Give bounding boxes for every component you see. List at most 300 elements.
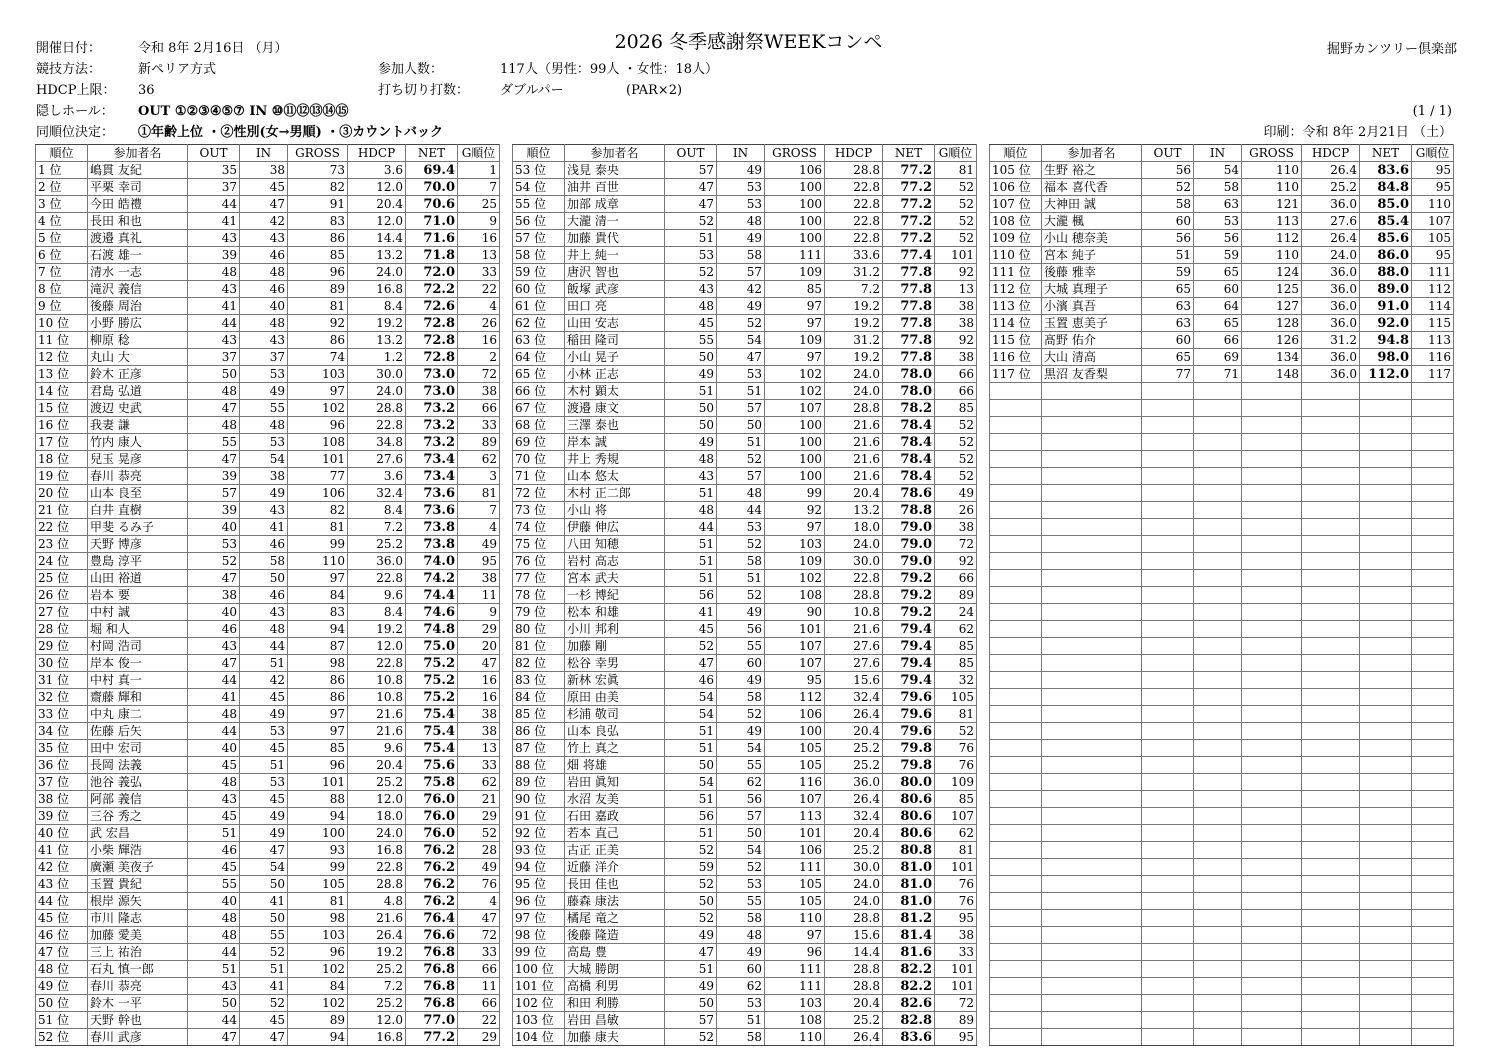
in-cell: 58: [717, 689, 765, 706]
hdcp-cell: 25.2: [825, 740, 883, 757]
net-cell: 79.4: [883, 621, 935, 638]
net-cell: 86.0: [1360, 247, 1412, 264]
empty-cell: [1142, 672, 1194, 689]
empty-cell: [1302, 961, 1360, 978]
empty-cell: [1042, 570, 1142, 587]
empty-cell: [1194, 1012, 1242, 1029]
net-cell: 94.8: [1360, 332, 1412, 349]
gross-cell: 112: [765, 689, 825, 706]
gross-cell: 110: [288, 553, 348, 570]
empty-cell: [1194, 621, 1242, 638]
gross-cell: 97: [288, 723, 348, 740]
in-cell: 55: [240, 927, 288, 944]
rank-cell: 90 位: [513, 791, 565, 808]
rank-cell: 12 位: [36, 349, 88, 366]
in-cell: 47: [240, 842, 288, 859]
empty-cell: [1412, 400, 1454, 417]
hdcp-cell: 9.6: [348, 740, 406, 757]
table-row: [36, 502, 500, 519]
net-cell: 77.2: [883, 213, 935, 230]
in-cell: 52: [717, 451, 765, 468]
empty-cell: [1302, 553, 1360, 570]
empty-cell: [1242, 791, 1302, 808]
empty-cell: [1142, 927, 1194, 944]
gross-rank-cell: 95: [1412, 162, 1454, 179]
empty-cell: [1242, 655, 1302, 672]
net-cell: 84.8: [1360, 179, 1412, 196]
empty-cell: [1360, 944, 1412, 961]
net-cell: 82.2: [883, 978, 935, 995]
gross-rank-cell: 11: [458, 978, 500, 995]
rank-cell: 1 位: [36, 162, 88, 179]
gross-cell: 110: [1242, 179, 1302, 196]
empty-cell: [1042, 417, 1142, 434]
gross-rank-cell: 4: [458, 298, 500, 315]
net-cell: 76.6: [406, 927, 458, 944]
net-cell: 77.2: [883, 230, 935, 247]
gross-cell: 100: [765, 179, 825, 196]
out-cell: 51: [665, 961, 717, 978]
empty-cell: [1042, 774, 1142, 791]
empty-cell: [1194, 995, 1242, 1012]
in-cell: 49: [240, 825, 288, 842]
empty-cell: [1142, 417, 1194, 434]
table-row: [36, 230, 500, 247]
out-cell: 47: [188, 1029, 240, 1046]
in-cell: 48: [240, 417, 288, 434]
name-cell: 近藤 洋介: [565, 859, 665, 876]
table-row: [990, 570, 1454, 587]
gross-cell: 113: [1242, 213, 1302, 230]
table-row: [36, 417, 500, 434]
empty-cell: [990, 876, 1042, 893]
name-cell: 加藤 愛美: [88, 927, 188, 944]
empty-cell: [1302, 859, 1360, 876]
name-cell: 中村 誠: [88, 604, 188, 621]
empty-cell: [1302, 774, 1360, 791]
empty-cell: [990, 485, 1042, 502]
name-cell: 岩村 高志: [565, 553, 665, 570]
hdcp-cell: 24.0: [825, 383, 883, 400]
in-cell: 53: [240, 723, 288, 740]
gross-rank-cell: 16: [458, 672, 500, 689]
hdcp-cell: 36.0: [348, 553, 406, 570]
name-cell: 若本 直己: [565, 825, 665, 842]
net-cell: 82.6: [883, 995, 935, 1012]
out-cell: 46: [188, 621, 240, 638]
table-row: [36, 638, 500, 655]
hdcp-cell: 14.4: [825, 944, 883, 961]
name-cell: 長岡 法義: [88, 757, 188, 774]
name-cell: 大神田 誠: [1042, 196, 1142, 213]
empty-cell: [1302, 417, 1360, 434]
hdcp-cell: 21.6: [348, 723, 406, 740]
table-row: [513, 893, 977, 910]
net-cell: 72.8: [406, 332, 458, 349]
net-cell: 71.0: [406, 213, 458, 230]
empty-cell: [990, 519, 1042, 536]
empty-cell: [1142, 621, 1194, 638]
out-cell: 50: [665, 757, 717, 774]
table-row: [36, 349, 500, 366]
rank-cell: 69 位: [513, 434, 565, 451]
empty-cell: [1360, 876, 1412, 893]
empty-cell: [1142, 757, 1194, 774]
hdcp-cell: 10.8: [825, 604, 883, 621]
empty-cell: [990, 655, 1042, 672]
name-cell: 中丸 康二: [88, 706, 188, 723]
in-cell: 50: [717, 417, 765, 434]
hdcp-cell: 12.0: [348, 638, 406, 655]
gross-rank-cell: 52: [935, 723, 977, 740]
hdcp-value: 36: [138, 83, 155, 98]
table-row: [36, 723, 500, 740]
gross-cell: 98: [288, 655, 348, 672]
results-table-2: [512, 144, 977, 1046]
column-header-name: 参加者名: [88, 145, 188, 162]
net-cell: 77.2: [883, 162, 935, 179]
rank-cell: 62 位: [513, 315, 565, 332]
gross-cell: 100: [765, 230, 825, 247]
table-row: [990, 213, 1454, 230]
in-cell: 49: [717, 944, 765, 961]
net-cell: 79.8: [883, 740, 935, 757]
table-row: [513, 638, 977, 655]
empty-cell: [1194, 774, 1242, 791]
column-header-gross-rank: G順位: [1412, 145, 1454, 162]
empty-cell: [1042, 723, 1142, 740]
empty-cell: [1242, 774, 1302, 791]
name-cell: 池谷 義弘: [88, 774, 188, 791]
empty-cell: [1242, 978, 1302, 995]
empty-cell: [1412, 910, 1454, 927]
name-cell: 小山 晃子: [565, 349, 665, 366]
gross-rank-cell: 13: [935, 281, 977, 298]
out-cell: 49: [665, 434, 717, 451]
empty-cell: [1042, 740, 1142, 757]
rank-cell: 13 位: [36, 366, 88, 383]
table-row: [990, 604, 1454, 621]
empty-cell: [1360, 519, 1412, 536]
out-cell: 45: [665, 315, 717, 332]
empty-cell: [1194, 451, 1242, 468]
empty-cell: [1194, 672, 1242, 689]
table-row: [513, 587, 977, 604]
in-cell: 51: [717, 434, 765, 451]
out-cell: 38: [188, 587, 240, 604]
net-cell: 78.4: [883, 451, 935, 468]
table-row: [36, 859, 500, 876]
empty-cell: [990, 1012, 1042, 1029]
gross-rank-cell: 38: [935, 315, 977, 332]
net-cell: 73.4: [406, 468, 458, 485]
empty-cell: [1360, 638, 1412, 655]
empty-cell: [1302, 400, 1360, 417]
in-cell: 40: [240, 298, 288, 315]
name-cell: 兒玉 晃彦: [88, 451, 188, 468]
gross-rank-cell: 72: [935, 536, 977, 553]
empty-cell: [1302, 791, 1360, 808]
out-cell: 60: [1142, 332, 1194, 349]
net-cell: 77.8: [883, 332, 935, 349]
in-cell: 66: [1194, 332, 1242, 349]
name-cell: 大城 勝朗: [565, 961, 665, 978]
name-cell: 柳原 稔: [88, 332, 188, 349]
empty-cell: [1194, 944, 1242, 961]
table-row: [513, 689, 977, 706]
empty-cell: [1412, 791, 1454, 808]
empty-cell: [1242, 893, 1302, 910]
empty-cell: [1042, 893, 1142, 910]
rank-cell: 40 位: [36, 825, 88, 842]
in-cell: 59: [1194, 247, 1242, 264]
column-header-gross-rank: G順位: [935, 145, 977, 162]
table-row: [990, 417, 1454, 434]
hdcp-cell: 22.8: [348, 655, 406, 672]
empty-cell: [1242, 995, 1302, 1012]
empty-cell: [1042, 944, 1142, 961]
rank-cell: 5 位: [36, 230, 88, 247]
hdcp-cell: 21.6: [825, 468, 883, 485]
empty-cell: [1194, 400, 1242, 417]
net-cell: 74.8: [406, 621, 458, 638]
column-header-hdcp: HDCP: [1302, 145, 1360, 162]
table-row: [513, 808, 977, 825]
out-cell: 52: [665, 842, 717, 859]
name-cell: 後藤 雅幸: [1042, 264, 1142, 281]
table-row: [990, 910, 1454, 927]
hdcp-cell: 25.2: [348, 774, 406, 791]
rank-cell: 9 位: [36, 298, 88, 315]
gross-cell: 96: [288, 417, 348, 434]
gross-rank-cell: 16: [458, 230, 500, 247]
rank-cell: 16 位: [36, 417, 88, 434]
out-cell: 50: [188, 995, 240, 1012]
name-cell: 今田 皓禮: [88, 196, 188, 213]
empty-cell: [1360, 451, 1412, 468]
gross-rank-cell: 72: [458, 366, 500, 383]
gross-rank-cell: 92: [935, 332, 977, 349]
hdcp-cell: 30.0: [348, 366, 406, 383]
hdcp-cell: 20.4: [348, 757, 406, 774]
out-cell: 46: [665, 672, 717, 689]
empty-cell: [1194, 808, 1242, 825]
gross-cell: 100: [765, 468, 825, 485]
empty-cell: [990, 553, 1042, 570]
out-cell: 50: [665, 893, 717, 910]
empty-cell: [990, 434, 1042, 451]
column-header-in: IN: [240, 145, 288, 162]
empty-cell: [1194, 655, 1242, 672]
gross-cell: 110: [1242, 162, 1302, 179]
rank-cell: 32 位: [36, 689, 88, 706]
out-cell: 41: [188, 213, 240, 230]
empty-cell: [1194, 468, 1242, 485]
empty-cell: [1360, 502, 1412, 519]
gross-rank-cell: 38: [935, 519, 977, 536]
in-cell: 52: [717, 587, 765, 604]
empty-cell: [1302, 655, 1360, 672]
gross-rank-cell: 33: [458, 264, 500, 281]
table-row: [990, 842, 1454, 859]
table-row: [513, 859, 977, 876]
name-cell: 根岸 源矢: [88, 893, 188, 910]
name-cell: 岩田 昌敏: [565, 1012, 665, 1029]
table-row: [990, 264, 1454, 281]
table-row: [513, 706, 977, 723]
empty-cell: [990, 791, 1042, 808]
hdcp-cell: 36.0: [1302, 315, 1360, 332]
rank-cell: 56 位: [513, 213, 565, 230]
out-cell: 48: [188, 264, 240, 281]
table-row: [990, 315, 1454, 332]
out-cell: 52: [665, 638, 717, 655]
out-cell: 52: [665, 264, 717, 281]
net-cell: 79.4: [883, 655, 935, 672]
empty-cell: [1302, 893, 1360, 910]
net-cell: 73.0: [406, 383, 458, 400]
in-cell: 55: [717, 893, 765, 910]
gross-cell: 100: [765, 213, 825, 230]
hdcp-cell: 33.6: [825, 247, 883, 264]
gross-rank-cell: 38: [458, 570, 500, 587]
out-cell: 47: [665, 655, 717, 672]
out-cell: 47: [665, 196, 717, 213]
empty-cell: [1360, 961, 1412, 978]
in-cell: 62: [717, 978, 765, 995]
net-cell: 76.4: [406, 910, 458, 927]
in-cell: 38: [240, 162, 288, 179]
name-cell: 廣瀬 美夜子: [88, 859, 188, 876]
name-cell: 滝沢 義信: [88, 281, 188, 298]
hdcp-cell: 32.4: [825, 689, 883, 706]
hdcp-cell: 25.2: [348, 995, 406, 1012]
column-header-in: IN: [717, 145, 765, 162]
gross-rank-cell: 38: [458, 723, 500, 740]
net-cell: 69.4: [406, 162, 458, 179]
in-cell: 41: [240, 893, 288, 910]
empty-cell: [1142, 383, 1194, 400]
out-cell: 56: [1142, 162, 1194, 179]
out-cell: 41: [188, 298, 240, 315]
table-row: [990, 162, 1454, 179]
hdcp-cell: 32.4: [825, 808, 883, 825]
empty-cell: [1412, 570, 1454, 587]
table-row: [990, 978, 1454, 995]
rank-cell: 65 位: [513, 366, 565, 383]
rank-cell: 49 位: [36, 978, 88, 995]
hdcp-cell: 28.8: [825, 162, 883, 179]
gross-cell: 105: [765, 893, 825, 910]
hdcp-cell: 25.2: [348, 961, 406, 978]
empty-cell: [1412, 587, 1454, 604]
gross-rank-cell: 72: [458, 927, 500, 944]
out-cell: 51: [665, 553, 717, 570]
gross-cell: 85: [765, 281, 825, 298]
gross-rank-cell: 89: [458, 434, 500, 451]
in-cell: 50: [717, 825, 765, 842]
net-cell: 77.4: [883, 247, 935, 264]
empty-cell: [990, 672, 1042, 689]
gross-cell: 83: [288, 604, 348, 621]
rank-cell: 24 位: [36, 553, 88, 570]
gross-cell: 103: [288, 366, 348, 383]
table-row: [990, 468, 1454, 485]
empty-cell: [1194, 842, 1242, 859]
table-row: [513, 332, 977, 349]
gross-rank-cell: 76: [458, 876, 500, 893]
empty-cell: [1412, 604, 1454, 621]
net-cell: 77.8: [883, 349, 935, 366]
out-cell: 39: [188, 247, 240, 264]
hdcp-cell: 20.4: [825, 485, 883, 502]
net-cell: 79.4: [883, 638, 935, 655]
gross-cell: 107: [765, 638, 825, 655]
gross-cell: 97: [288, 706, 348, 723]
net-cell: 76.8: [406, 978, 458, 995]
hdcp-cell: 27.6: [348, 451, 406, 468]
out-cell: 43: [665, 281, 717, 298]
in-cell: 44: [717, 502, 765, 519]
out-cell: 51: [665, 825, 717, 842]
rank-cell: 22 位: [36, 519, 88, 536]
empty-cell: [1302, 842, 1360, 859]
empty-cell: [1302, 927, 1360, 944]
gross-cell: 101: [288, 774, 348, 791]
empty-cell: [1412, 995, 1454, 1012]
net-cell: 73.6: [406, 485, 458, 502]
empty-cell: [1302, 621, 1360, 638]
name-cell: 甲斐 るみ子: [88, 519, 188, 536]
table-row: [990, 638, 1454, 655]
gross-cell: 89: [288, 1012, 348, 1029]
gross-cell: 121: [1242, 196, 1302, 213]
in-cell: 56: [1194, 230, 1242, 247]
net-cell: 73.8: [406, 519, 458, 536]
net-cell: 72.8: [406, 315, 458, 332]
in-cell: 48: [717, 485, 765, 502]
hdcp-cell: 18.0: [348, 808, 406, 825]
empty-cell: [1042, 825, 1142, 842]
empty-cell: [1042, 808, 1142, 825]
name-cell: 一杉 博紀: [565, 587, 665, 604]
table-row: [36, 621, 500, 638]
rank-cell: 15 位: [36, 400, 88, 417]
name-cell: 長田 和也: [88, 213, 188, 230]
net-cell: 81.0: [883, 893, 935, 910]
name-cell: 山本 悠太: [565, 468, 665, 485]
empty-cell: [1242, 621, 1302, 638]
in-cell: 58: [717, 1029, 765, 1046]
out-cell: 49: [665, 366, 717, 383]
empty-cell: [1302, 536, 1360, 553]
name-cell: 畑 将雄: [565, 757, 665, 774]
in-cell: 57: [717, 400, 765, 417]
net-cell: 81.6: [883, 944, 935, 961]
empty-cell: [1302, 672, 1360, 689]
rank-cell: 102 位: [513, 995, 565, 1012]
gross-cell: 103: [288, 927, 348, 944]
rank-cell: 68 位: [513, 417, 565, 434]
rank-cell: 88 位: [513, 757, 565, 774]
name-cell: 大瀧 楓: [1042, 213, 1142, 230]
net-cell: 77.8: [883, 315, 935, 332]
in-cell: 45: [240, 179, 288, 196]
hdcp-cell: 21.6: [348, 706, 406, 723]
in-cell: 43: [240, 604, 288, 621]
empty-cell: [1042, 553, 1142, 570]
name-cell: 玉置 貴紀: [88, 876, 188, 893]
